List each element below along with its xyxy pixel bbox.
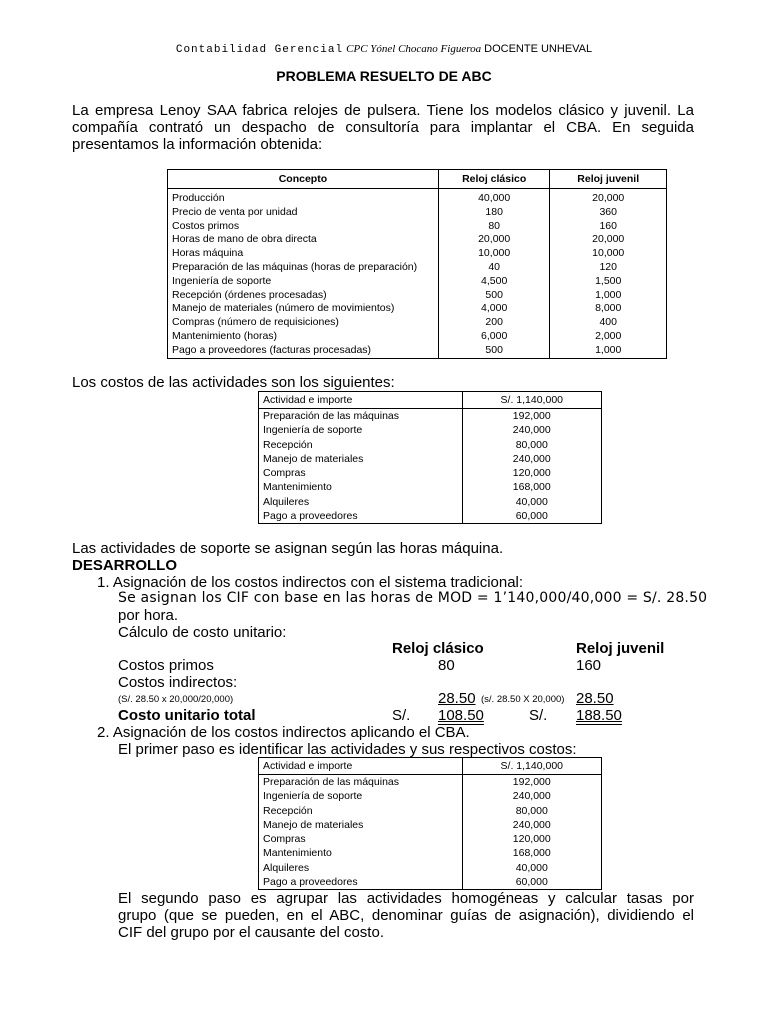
- activity-cell: Preparación de las máquinas: [259, 409, 463, 424]
- value-cell: 40: [438, 261, 550, 275]
- amount-cell: 240,000: [462, 423, 601, 437]
- concept-cell: Preparación de las máquinas (horas de preparación): [168, 261, 439, 275]
- value-cell: 120: [550, 261, 667, 275]
- activity-cell: Manejo de materiales: [259, 818, 463, 832]
- activities-intro: Los costos de las actividades son los siguientes:: [72, 374, 395, 391]
- column-label-juvenil: Reloj juvenil: [576, 640, 665, 657]
- activities-table: [258, 757, 602, 890]
- total-value: 188.50: [576, 707, 622, 724]
- value-cell: 160: [576, 657, 602, 674]
- value-cell: 6,000: [438, 330, 550, 344]
- concept-cell: Pago a proveedores (facturas procesadas): [168, 344, 439, 358]
- support-note: Las actividades de soporte se asignan según las horas máquina.: [72, 540, 504, 557]
- value-cell: 20,000: [550, 189, 667, 206]
- value-cell: 8,000: [550, 302, 667, 316]
- value-cell: 4,500: [438, 275, 550, 289]
- step-text: Se asignan los CIF con base en las horas de MOD = 1’140,000/40,000 = S/. 28.50: [118, 590, 708, 606]
- value-cell: 2,000: [550, 330, 667, 344]
- page-title: PROBLEMA RESUELTO DE ABC: [276, 68, 492, 84]
- value-cell: 500: [438, 344, 550, 358]
- amount-cell: 120,000: [462, 832, 601, 846]
- value-cell: 500: [438, 289, 550, 303]
- closing-paragraph: [118, 890, 694, 941]
- concept-cell: Precio de venta por unidad: [168, 206, 439, 220]
- table-row: [168, 289, 667, 303]
- activity-cell: Manejo de materiales: [259, 452, 463, 466]
- activity-cell: Pago a proveedores: [259, 875, 463, 890]
- column-header: Reloj juvenil: [550, 170, 667, 189]
- step-text: por hora.: [118, 607, 179, 624]
- table-row: [168, 206, 667, 220]
- table-row: [168, 316, 667, 330]
- amount-cell: 40,000: [462, 861, 601, 875]
- value-cell: 40,000: [438, 189, 550, 206]
- value-cell: 4,000: [438, 302, 550, 316]
- amount-cell: 80,000: [462, 438, 601, 452]
- amount-cell: 80,000: [462, 804, 601, 818]
- activity-cell: Compras: [259, 832, 463, 846]
- table-row: [259, 409, 602, 424]
- table-row: [259, 438, 602, 452]
- step-heading: 1. Asignación de los costos indirectos con el sistema tradicional:: [97, 574, 524, 591]
- concept-cell: Horas máquina: [168, 247, 439, 261]
- table-row: [168, 261, 667, 275]
- intro-line: presentamos la información obtenida:: [72, 136, 323, 153]
- intro-line: La empresa Lenoy SAA fabrica relojes de pulsera. Tiene los modelos clásico y juvenil. La: [72, 102, 694, 119]
- amount-cell: 192,000: [462, 409, 601, 424]
- activity-cell: Recepción: [259, 804, 463, 818]
- currency-symbol: S/.: [392, 707, 411, 724]
- table-row: [259, 861, 602, 875]
- section-heading: DESARROLLO: [72, 557, 177, 574]
- table-row: [259, 832, 602, 846]
- amount-cell: 40,000: [462, 495, 601, 509]
- value-cell: 28.50: [576, 690, 614, 707]
- table-row: [168, 330, 667, 344]
- closing-line: CIF del grupo por el causante del costo.: [118, 924, 384, 941]
- value-cell: 1,000: [550, 289, 667, 303]
- formula-note: (s/. 28.50 X 20,000): [481, 694, 565, 705]
- amount-cell: 60,000: [462, 875, 601, 890]
- value-cell: 400: [550, 316, 667, 330]
- table-row: [259, 495, 602, 509]
- table-header-row: [168, 170, 667, 189]
- info-table: [167, 169, 667, 359]
- table-row: [259, 875, 602, 890]
- table-row: [168, 344, 667, 358]
- amount-cell: 168,000: [462, 846, 601, 860]
- table-row: [259, 804, 602, 818]
- total-label: Costo unitario total: [118, 707, 256, 724]
- value-cell: 80: [438, 657, 455, 674]
- closing-line: El segundo paso es agrupar las actividades homogéneas y calcular tasas por: [118, 890, 694, 907]
- formula-note: (S/. 28.50 x 20,000/20,000): [118, 694, 234, 705]
- row-label: Costos primos: [118, 657, 214, 674]
- table-row: [168, 275, 667, 289]
- table-row: [259, 846, 602, 860]
- table-row: [259, 423, 602, 437]
- table-row: [259, 452, 602, 466]
- amount-cell: 120,000: [462, 466, 601, 480]
- table-row: [259, 775, 602, 790]
- value-cell: 28.50: [438, 690, 476, 707]
- column-header: Actividad e importe: [259, 392, 463, 409]
- concept-cell: Compras (número de requisiciones): [168, 316, 439, 330]
- table-row: [259, 480, 602, 494]
- activity-cell: Recepción: [259, 438, 463, 452]
- table-row: [259, 818, 602, 832]
- value-cell: 360: [550, 206, 667, 220]
- activity-cell: Alquileres: [259, 495, 463, 509]
- value-cell: 80: [438, 220, 550, 234]
- activity-cell: Ingeniería de soporte: [259, 423, 463, 437]
- table-row: [259, 466, 602, 480]
- table-row: [168, 189, 667, 206]
- column-header-total: S/. 1,140,000: [462, 758, 601, 775]
- value-cell: 10,000: [550, 247, 667, 261]
- step-text: El primer paso es identificar las actividades y sus respectivos costos:: [118, 741, 577, 758]
- activity-cell: Compras: [259, 466, 463, 480]
- row-label: Costos indirectos:: [118, 674, 238, 691]
- value-cell: 20,000: [438, 233, 550, 247]
- currency-symbol: S/.: [529, 707, 548, 724]
- value-cell: 10,000: [438, 247, 550, 261]
- concept-cell: Recepción (órdenes procesadas): [168, 289, 439, 303]
- intro-paragraph: [72, 102, 694, 153]
- column-header: Concepto: [168, 170, 439, 189]
- value-cell: 1,000: [550, 344, 667, 358]
- activities-table: [258, 391, 602, 524]
- table-row: [168, 247, 667, 261]
- amount-cell: 240,000: [462, 452, 601, 466]
- value-cell: 180: [438, 206, 550, 220]
- activity-cell: Ingeniería de soporte: [259, 789, 463, 803]
- table-row: [259, 789, 602, 803]
- table-header-row: [259, 758, 602, 775]
- amount-cell: 240,000: [462, 818, 601, 832]
- amount-cell: 168,000: [462, 480, 601, 494]
- step-heading: 2. Asignación de los costos indirectos aplicando el CBA.: [97, 724, 470, 741]
- closing-line: grupo (que se pueden, en el ABC, denominar guías de asignación), dividiendo el: [118, 907, 694, 924]
- value-cell: 160: [550, 220, 667, 234]
- column-header-total: S/. 1,140,000: [462, 392, 601, 409]
- page-header: [0, 43, 768, 56]
- table-row: [168, 302, 667, 316]
- table-row: [168, 220, 667, 234]
- value-cell: 1,500: [550, 275, 667, 289]
- total-value: 108.50: [438, 707, 484, 724]
- intro-line: compañía contrató un despacho de consultoría para implantar el CBA. En seguida: [72, 119, 694, 136]
- concept-cell: Mantenimiento (horas): [168, 330, 439, 344]
- column-label-clasico: Reloj clásico: [392, 640, 484, 657]
- concept-cell: Costos primos: [168, 220, 439, 234]
- concept-cell: Ingeniería de soporte: [168, 275, 439, 289]
- value-cell: 200: [438, 316, 550, 330]
- value-cell: 20,000: [550, 233, 667, 247]
- column-header: Actividad e importe: [259, 758, 463, 775]
- course-name: Contabilidad Gerencial: [175, 44, 344, 56]
- step-text: Cálculo de costo unitario:: [118, 624, 287, 641]
- table-row: [168, 233, 667, 247]
- activity-cell: Mantenimiento: [259, 480, 463, 494]
- author-name: CPC Yónel Chocano Figueroa: [346, 43, 482, 55]
- concept-cell: Horas de mano de obra directa: [168, 233, 439, 247]
- amount-cell: 192,000: [462, 775, 601, 790]
- concept-cell: Producción: [168, 189, 439, 206]
- author-role: DOCENTE UNHEVAL: [484, 43, 593, 55]
- amount-cell: 240,000: [462, 789, 601, 803]
- concept-cell: Manejo de materiales (número de movimientos): [168, 302, 439, 316]
- activity-cell: Mantenimiento: [259, 846, 463, 860]
- column-header: Reloj clásico: [438, 170, 550, 189]
- table-header-row: [259, 392, 602, 409]
- activity-cell: Preparación de las máquinas: [259, 775, 463, 790]
- table-row: [259, 509, 602, 524]
- activity-cell: Alquileres: [259, 861, 463, 875]
- activity-cell: Pago a proveedores: [259, 509, 463, 524]
- amount-cell: 60,000: [462, 509, 601, 524]
